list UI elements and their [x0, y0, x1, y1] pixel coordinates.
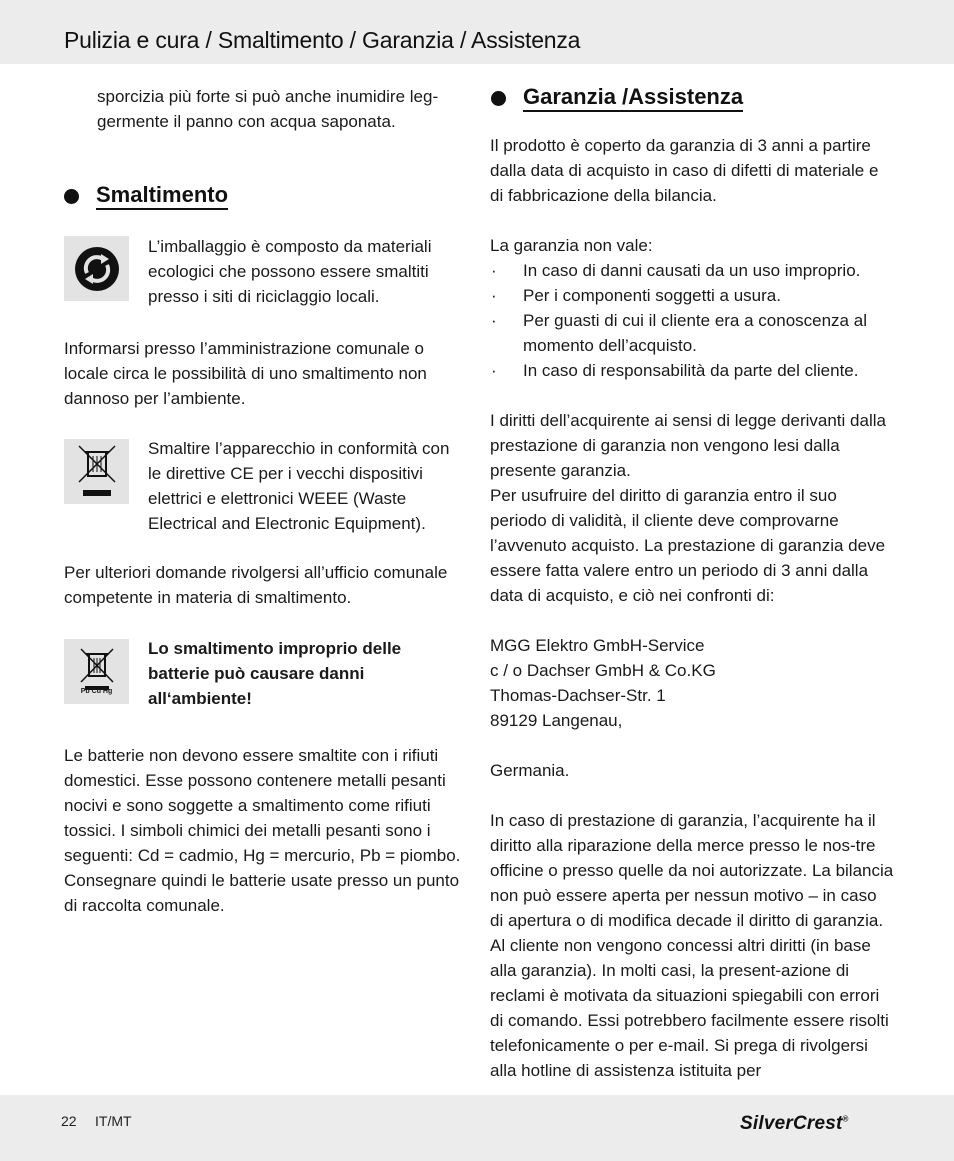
list-bullet: ·	[491, 261, 497, 280]
address-line: 89129 Langenau,	[490, 711, 623, 730]
battery-block	[64, 639, 466, 711]
right-column	[490, 84, 894, 1083]
list-item	[490, 283, 894, 308]
list-item-text: In caso di responsabilità da parte del cliente.	[523, 361, 859, 380]
page-header	[0, 0, 954, 64]
list-item-text: Per i componenti soggetti a usura.	[523, 286, 781, 305]
recycling-block	[64, 236, 466, 309]
list-item	[490, 358, 894, 383]
exclusions-list	[490, 258, 894, 383]
battery-paragraph: Le batterie non devono essere smaltite con i rifiuti domestici. Esse possono contenere metalli pesanti nocivi e sono soggette a smaltimento come rifiuti tossici. I simboli chimici dei metalli pesanti sono i seguenti: Cd = cadmio, Hg = mercurio, Pb = piombo. Consegnare quindi le batterie usate presso un punto di raccolta comunale.	[64, 746, 461, 915]
page-title: Pulizia e cura / Smaltimento / Garanzia / Assistenza	[64, 27, 581, 53]
service-address	[490, 633, 894, 733]
heading-text: Smaltimento	[96, 182, 228, 210]
address-line: MGG Elektro GmbH-Service	[490, 636, 705, 655]
exclusions-intro: La garanzia non vale:	[490, 236, 653, 255]
brand-name: SilverCrest	[740, 1113, 843, 1134]
registered-mark: ®	[842, 1114, 849, 1124]
heading-text: Garanzia /Assistenza	[523, 84, 743, 112]
section-heading-smaltimento	[64, 182, 466, 210]
recycling-icon	[64, 236, 129, 301]
page-footer	[0, 1095, 954, 1161]
left-column	[64, 84, 466, 918]
heavy-metals-label: Pb Cd Hg	[80, 687, 113, 695]
intro-paragraph: sporcizia più forte si può anche inumidire leg-germente il panno con acqua saponata.	[97, 87, 439, 131]
weee-block	[64, 439, 466, 536]
list-item-text: In caso di danni causati da un uso improprio.	[523, 261, 861, 280]
brand-logo	[740, 1113, 849, 1135]
weee-text: Smaltire l’apparecchio in conformità con le direttive CE per i vecchi dispositivi elettrici e elettronici WEEE (Waste Electrical and Electronic Equipment).	[148, 439, 450, 533]
rights-paragraph: I diritti dell’acquirente ai sensi di legge derivanti dalla prestazione di garanzia non vengono lesi dalla presente garanzia.	[490, 411, 886, 480]
battery-bin-icon	[64, 639, 129, 704]
address-line: c / o Dachser GmbH & Co.KG	[490, 661, 716, 680]
list-bullet: ·	[491, 286, 497, 305]
repair-paragraph: In caso di prestazione di garanzia, l’acquirente ha il diritto alla riparazione della merce presso le nos-tre officine o presso quelle da noi autorizzate. La bilancia non può essere aperta per nessun motivo – in caso di apertura o di modifica decade il diritto di garanzia. Al cliente non vengono concessi altri diritti (in base alla garanzia). In molti casi, la present-azione di reclami è motivata da situazioni spiegabili con errori di comando. Essi potrebbero facilmente essere risolti telefonicamente o per e-mail. Si prega di rivolgersi alla hotline di assistenza istituita per	[490, 811, 894, 1080]
further-info-paragraph: Per ulteriori domande rivolgersi all’ufficio comunale competente in materia di smaltimento.	[64, 563, 448, 607]
list-item	[490, 308, 894, 358]
country-line: Germania.	[490, 761, 570, 780]
battery-warning: Lo smaltimento improprio delle batterie può causare danni all‘ambiente!	[148, 639, 402, 708]
list-bullet: ·	[491, 311, 497, 330]
list-item	[490, 258, 894, 283]
warranty-paragraph: Il prodotto è coperto da garanzia di 3 anni a partire dalla data di acquisto in caso di difetti di materiale e di fabbricazione della bilancia.	[490, 136, 879, 205]
section-heading-garanzia	[491, 84, 894, 112]
info-paragraph: Informarsi presso l’amministrazione comunale o locale circa le possibilità di uno smaltimento non dannoso per l’ambiente.	[64, 339, 427, 408]
address-line: Thomas-Dachser-Str. 1	[490, 686, 666, 705]
packaging-text: L’imballaggio è composto da materiali ecologici che possono essere smaltiti presso i siti di riciclaggio locali.	[148, 237, 432, 306]
heading-bullet-icon	[64, 189, 79, 204]
heading-bullet-icon	[491, 91, 506, 106]
list-bullet: ·	[491, 361, 497, 380]
claim-paragraph: Per usufruire del diritto di garanzia entro il suo periodo di validità, il cliente deve comprovarne l’avvenuto acquisto. La prestazione di garanzia deve essere fatta valere entro un periodo di 3 anni dalla data di acquisto, e ciò nei confronti di:	[490, 486, 886, 605]
crossed-bin-icon	[64, 439, 129, 504]
list-item-text: Per guasti di cui il cliente era a conoscenza al momento dell’acquisto.	[523, 311, 867, 355]
language-code: IT/MT	[95, 1113, 132, 1129]
page-number: 22	[61, 1113, 77, 1129]
